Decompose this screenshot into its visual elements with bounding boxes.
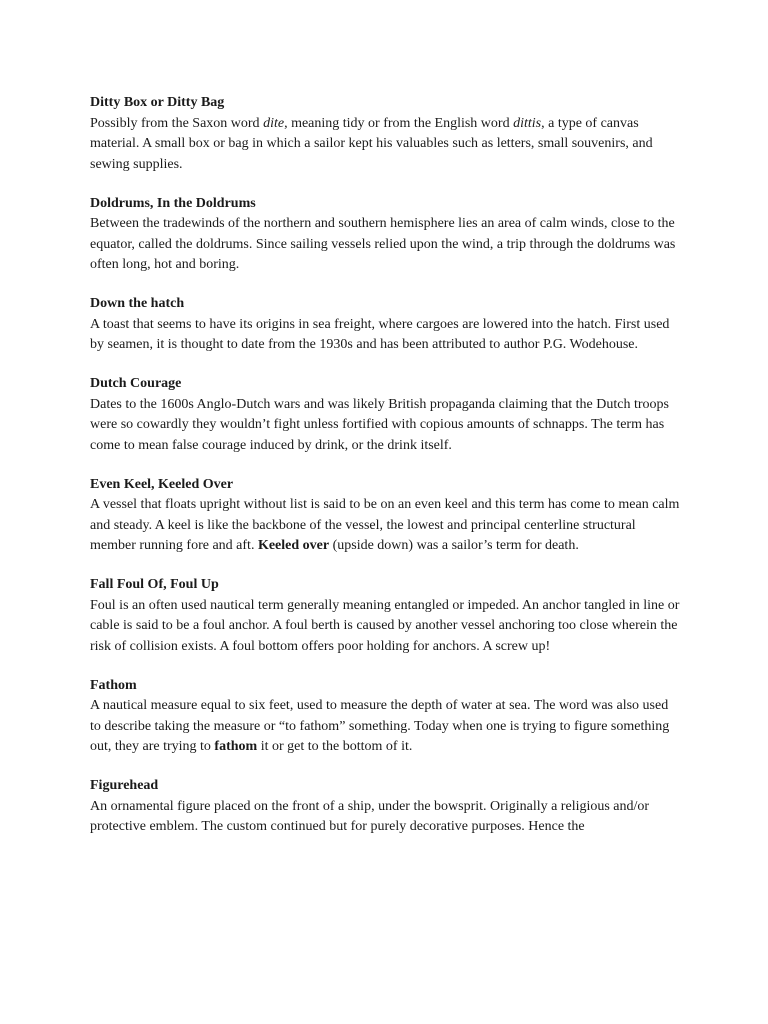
entry-doldrums — [90, 194, 680, 276]
entry-title: Doldrums, In the Doldrums — [90, 195, 256, 211]
body-text: Possibly from the Saxon word — [90, 115, 264, 131]
entry-title: Ditty Box or Ditty Bag — [90, 95, 225, 110]
entry-title: Even Keel, Keeled Over — [90, 476, 234, 492]
entry-ditty-box — [90, 93, 680, 175]
entry-title: Figurehead — [90, 778, 159, 793]
body-text: Foul is an often used nautical term generally meaning entangled or impeded. An anchor tangled in line or cable is said to be a foul anchor. A foul berth is caused by another vessel anchoring too close wherein the risk of collision exists. A foul bottom offers poor holding for anchors. A screw up! — [90, 597, 680, 654]
entry-down-the-hatch — [90, 294, 680, 356]
body-text: An ornamental figure placed on the front of a ship, under the bowsprit. Originally a religious and/or protective emblem. The custom continued but for purely decorative purposes. Hence the — [90, 798, 650, 834]
body-text: A vessel that floats upright without list is said to be on an even keel and this term has come to mean calm and steady. A keel is like the backbone of the vessel, the lowest and principal centerline structural member running fore and aft. — [90, 497, 680, 553]
entry-body — [90, 797, 680, 838]
entry-title: Down the hatch — [90, 296, 185, 311]
entry-body — [90, 114, 680, 176]
bold-term: fathom — [214, 739, 258, 754]
entry-body — [90, 395, 680, 457]
body-text: it or get to the bottom of it. — [257, 739, 413, 754]
entry-title: Fall Foul Of, Foul Up — [90, 577, 219, 592]
entry-body — [90, 495, 680, 557]
body-text: A toast that seems to have its origins in sea freight, where cargoes are lowered into the hatch. First used by seamen, it is thought to date from the 1930s and has been attributed to author P.G. Wodehouse. — [90, 316, 670, 352]
body-text: (upside down) was a sailor’s term for death. — [329, 538, 579, 553]
entry-even-keel — [90, 475, 680, 557]
document-page — [90, 93, 680, 856]
body-text: Dates to the 1600s Anglo-Dutch wars and was likely British propaganda claiming that the Dutch troops were so cowardly they wouldn’t fight unless fortified with copious amounts of schnapps. The term has come to mean false courage induced by drink, or the drink itself. — [90, 396, 669, 453]
entry-body — [90, 596, 680, 658]
body-text: , a type of canvas material. A small box or bag in which a sailor kept his valuables such as letters, small souvenirs, and sewing supplies. — [90, 115, 653, 172]
entry-dutch-courage — [90, 374, 680, 456]
italic-term: dittis — [513, 115, 542, 131]
entry-fathom — [90, 676, 680, 758]
italic-term: dite — [263, 115, 285, 131]
entry-body — [90, 696, 680, 758]
body-text: , meaning tidy or from the English word — [284, 115, 514, 131]
entry-fall-foul — [90, 575, 680, 657]
entry-title: Fathom — [90, 677, 137, 693]
bold-term: Keeled over — [257, 538, 330, 553]
body-text: A nautical measure equal to six feet, used to measure the depth of water at sea. The word was also used to describe taking the measure or “to fathom” something. Today when one is trying to figure something out, they are trying to — [90, 698, 670, 754]
entry-body — [90, 315, 680, 356]
entry-figurehead — [90, 776, 680, 838]
entry-body — [90, 214, 680, 276]
body-text: Between the tradewinds of the northern and southern hemisphere lies an area of calm winds, close to the equator, called the doldrums. Since sailing vessels relied upon the wind, a trip through the doldrums was often long, hot and boring. — [90, 216, 676, 272]
entry-title: Dutch Courage — [90, 376, 182, 391]
